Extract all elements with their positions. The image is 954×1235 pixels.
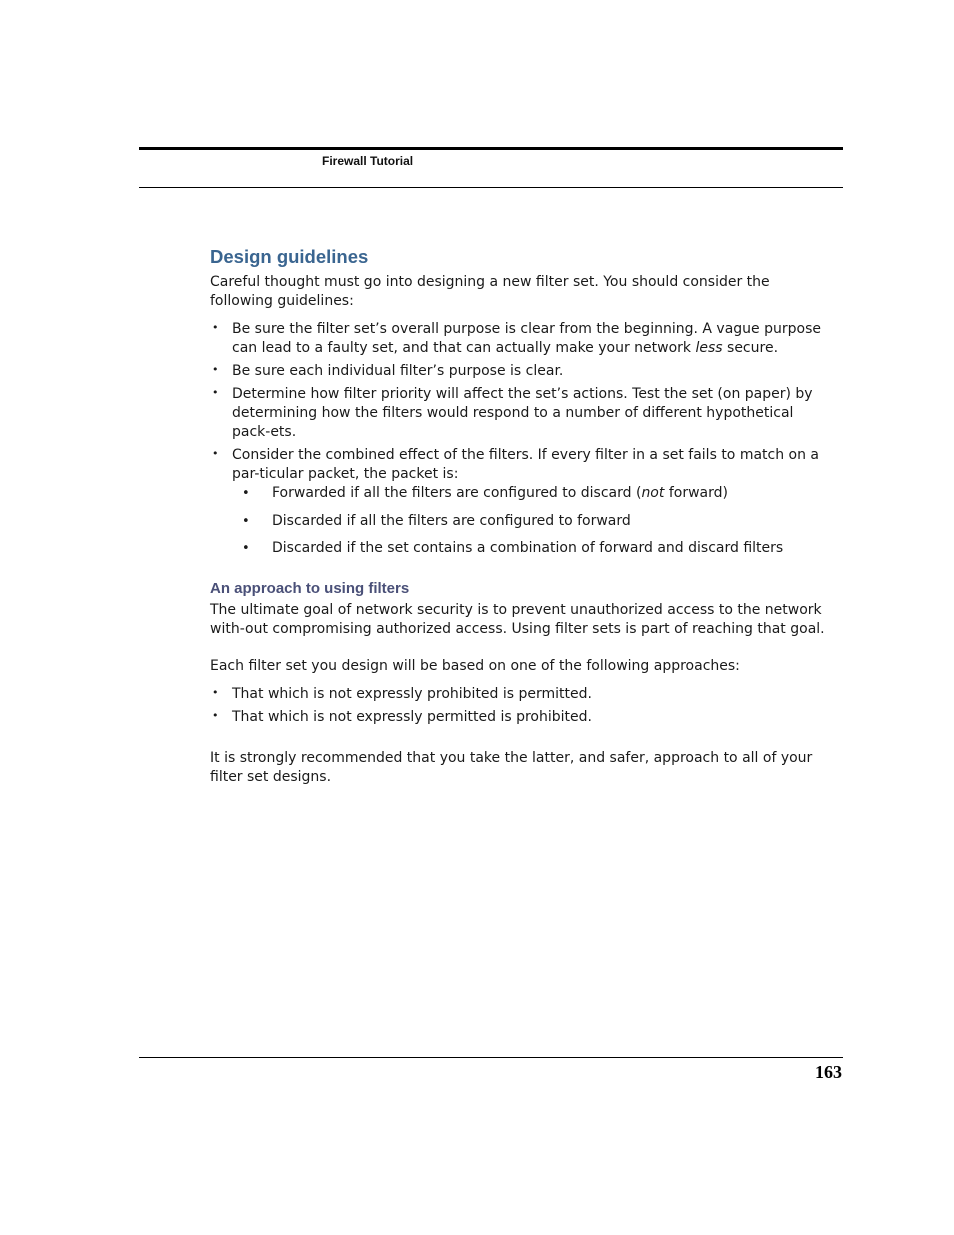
running-header-title: Firewall Tutorial [322, 154, 414, 168]
header-top-rule [139, 147, 843, 150]
sub-list-item [210, 484, 835, 503]
subsection-heading: An approach to using filters [210, 579, 410, 597]
spacer [210, 567, 835, 579]
list-item [210, 362, 835, 381]
list-item-text: That which is not expressly permitted is prohibited. [232, 708, 592, 725]
list-item [210, 385, 835, 442]
page-number: 163 [815, 1062, 842, 1082]
list-item-text: That which is not expressly prohibited is permitted. [232, 685, 592, 702]
list-item-text: Determine how filter priority will affect the set’s actions. Test the set (on paper) by determining how the filters would respond to a number of different hypothetical pack-ets. [232, 386, 813, 440]
list-item [210, 446, 835, 558]
list-item [210, 708, 835, 727]
sub-list-item-text: Discarded if all the filters are configured to forward [272, 512, 631, 529]
bullet-dot-icon: • [212, 363, 219, 376]
bullet-dot-icon: • [212, 447, 219, 460]
bullet-dot-icon: • [212, 321, 219, 334]
sub-list-item-text-before: Forwarded if all the filters are configured to discard ( [272, 485, 642, 501]
guidelines-list [210, 320, 835, 558]
list-item [210, 320, 835, 358]
list-item [210, 685, 835, 704]
sub-list-item-text: Discarded if the set contains a combination of forward and discard filters [272, 540, 784, 556]
spacer [210, 676, 835, 685]
approaches-list [210, 685, 835, 727]
subsection-paragraph: Each filter set you design will be based on one of the following approaches: [210, 657, 740, 674]
page-body [210, 244, 835, 787]
spacer [210, 731, 835, 749]
bullet-icon: • [242, 486, 250, 501]
list-item-text: Consider the combined effect of the filters. If every filter in a set fails to match on a par-ticular packet, the packet is: [232, 447, 820, 482]
list-item-text: Be sure each individual filter’s purpose is clear. [232, 363, 564, 379]
sub-list-item [210, 539, 835, 558]
sub-list-item [210, 512, 835, 531]
packet-outcome-list [210, 484, 835, 558]
subsection-paragraph: It is strongly recommended that you take the latter, and safer, approach to all of your filter set designs. [210, 749, 813, 785]
section-heading: Design guidelines [210, 246, 369, 267]
bullet-icon: • [242, 541, 250, 556]
bullet-icon: • [242, 513, 250, 529]
header-bottom-rule [139, 187, 843, 188]
list-item-text-after: secure. [722, 340, 779, 356]
bullet-dot-icon: • [212, 708, 219, 722]
subsection-paragraph: The ultimate goal of network security is to prevent unauthorized access to the network with-out compromising authorized access. Using filter sets is part of reaching that goal. [210, 601, 825, 637]
section-intro: Careful thought must go into designing a new filter set. You should consider the following guidelines: [210, 274, 770, 309]
footer-rule [139, 1057, 843, 1058]
list-item-text-before: Be sure the filter set’s overall purpose is clear from the beginning. A vague purpose can lead to a faulty set, and that can actually make your network [232, 321, 821, 356]
sub-list-item-text-after: forward) [664, 485, 728, 501]
bullet-dot-icon: • [212, 685, 219, 699]
sub-list-item-emphasis: not [641, 485, 665, 501]
bullet-dot-icon: • [212, 386, 219, 399]
spacer [210, 639, 835, 657]
list-item-emphasis: less [695, 340, 723, 356]
